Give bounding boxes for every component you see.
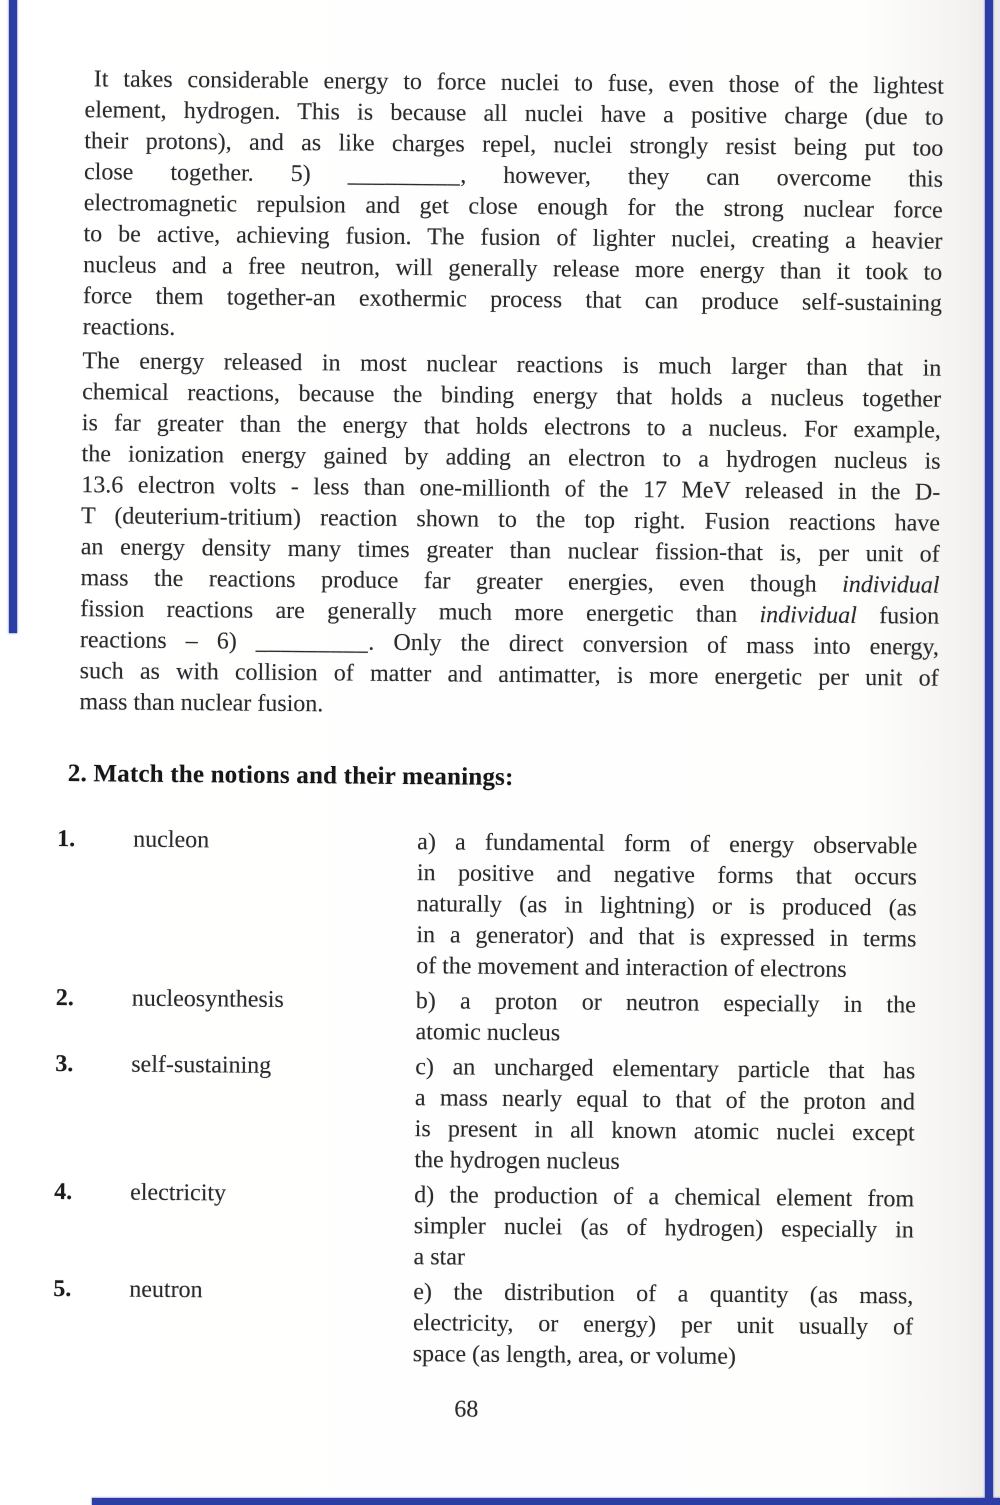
match-definition	[413, 1180, 914, 1277]
match-row	[56, 824, 937, 987]
text-line: their protons), and as like charges repel, nuclei strongly resist being put too	[84, 128, 944, 162]
match-number: 5.	[53, 1275, 72, 1303]
text-segment: , however, they can overcome this	[460, 162, 944, 193]
text-line: simpler nuclei (as of hydrogen) especially in	[413, 1213, 914, 1244]
text-line: electromagnetic repulsion and get close enough for the strong nuclear force	[83, 190, 943, 224]
fill-in-blank-gap-5: _________	[347, 161, 461, 189]
text-line: reactions.	[82, 314, 176, 341]
text-line: T (deuterium-tritium) reaction shown to the top right. Fusion reactions have	[80, 503, 941, 537]
text-line: nucleus and a free neutron, will generally release more energy than it took to	[83, 252, 943, 286]
text-line: such as with collision of matter and antimatter, is more energetic per unit of	[79, 658, 939, 692]
scan-edge-right	[985, 0, 993, 1505]
text-line: a mass nearly equal to that of the proton and	[414, 1085, 916, 1116]
text-segment: fusion	[856, 602, 940, 630]
italic-term: individual	[759, 602, 857, 629]
text-line: b) a proton or neutron especially in the	[415, 988, 916, 1019]
text-line: in positive and negative forms that occurs	[416, 860, 918, 891]
text-line: of the movement and interaction of electrons	[416, 953, 847, 983]
text-line: a) a fundamental form of energy observable	[417, 829, 918, 860]
text-line: The energy released in most nuclear reactions is much larger than that in	[82, 348, 942, 382]
text-line: naturally (as in lightning) or is produced (as	[416, 891, 917, 922]
match-number: 1.	[57, 825, 76, 853]
match-number: 3.	[55, 1050, 74, 1078]
text-line: the ionization energy gained by adding an electron to a hydrogen nucleus is	[81, 441, 941, 475]
text-line: to be active, achieving fusion. The fusion of lighter nuclei, creating a heavier	[83, 221, 943, 255]
text-line: e) the distribution of a quantity (as mass,	[413, 1279, 914, 1310]
paragraph-fusion-energy	[83, 64, 944, 350]
text-line: element, hydrogen. This is because all nuclei have a positive charge (due to	[84, 97, 944, 131]
text-line: the hydrogen nucleus	[414, 1147, 620, 1175]
match-term: nucleosynthesis	[131, 985, 284, 1013]
text-segment: reactions – 6)	[79, 627, 256, 655]
text-line: d) the production of a chemical element from	[414, 1182, 915, 1213]
body-text	[58, 64, 944, 726]
text-line: electricity, or energy) per unit usually of	[412, 1310, 914, 1341]
match-definition	[413, 1277, 914, 1374]
match-term: neutron	[129, 1276, 203, 1304]
match-row	[53, 1274, 934, 1375]
text-segment: close together. 5)	[83, 159, 348, 188]
text-line: 13.6 electron volts - less than one-millionth of the 17 MeV released in the D-	[81, 472, 941, 506]
match-number: 2.	[55, 984, 74, 1012]
scan-edge-left	[9, 0, 17, 633]
match-number: 4.	[54, 1178, 73, 1206]
text-line: space (as length, area, or volume)	[412, 1341, 737, 1370]
text-line: chemical reactions, because the binding energy that holds a nucleus together	[82, 379, 942, 413]
paragraph-energy-density	[79, 346, 941, 725]
match-term: electricity	[130, 1179, 227, 1207]
exercise-heading: 2. Match the notions and their meanings:	[67, 760, 514, 791]
match-definition	[416, 827, 917, 986]
text-line: a star	[413, 1244, 466, 1271]
match-row	[53, 1177, 934, 1278]
match-term: self-sustaining	[131, 1051, 272, 1079]
fill-in-blank-gap-6: _________	[255, 628, 369, 656]
text-line: It takes considerable energy to force nuclei to fuse, even those of the lightest	[93, 66, 944, 100]
match-row	[54, 1049, 935, 1181]
match-definition	[414, 1052, 915, 1180]
text-segment: mass the reactions produce far greater energies, even though	[80, 565, 843, 598]
text-line: is present in all known atomic nuclei except	[414, 1116, 915, 1147]
text-line: mass than nuclear fusion.	[79, 689, 324, 718]
text-segment: fission reactions are generally much more energetic than	[80, 596, 760, 629]
text-line: in a generator) and that is expressed in terms	[416, 922, 917, 953]
match-row	[55, 983, 936, 1053]
text-line: force them together-an exothermic process that can produce self-sustaining	[82, 283, 943, 317]
match-term: nucleon	[133, 826, 210, 854]
text-line: is far greater than the energy that holds electrons to a nucleus. For example,	[81, 410, 941, 444]
italic-term: individual	[842, 571, 940, 599]
text-line: an energy density many times greater than nuclear fission-that is, per unit of	[80, 534, 940, 568]
match-definition	[415, 986, 916, 1052]
text-segment: . Only the direct conversion of mass into energy,	[368, 629, 940, 661]
text-line: c) an uncharged elementary particle that has	[415, 1054, 916, 1085]
page-content	[52, 64, 944, 1428]
scan-edge-bottom	[92, 1498, 1000, 1505]
match-exercise	[53, 824, 938, 1375]
page-number: 68	[454, 1396, 479, 1423]
text-line: atomic nucleus	[415, 1019, 561, 1047]
